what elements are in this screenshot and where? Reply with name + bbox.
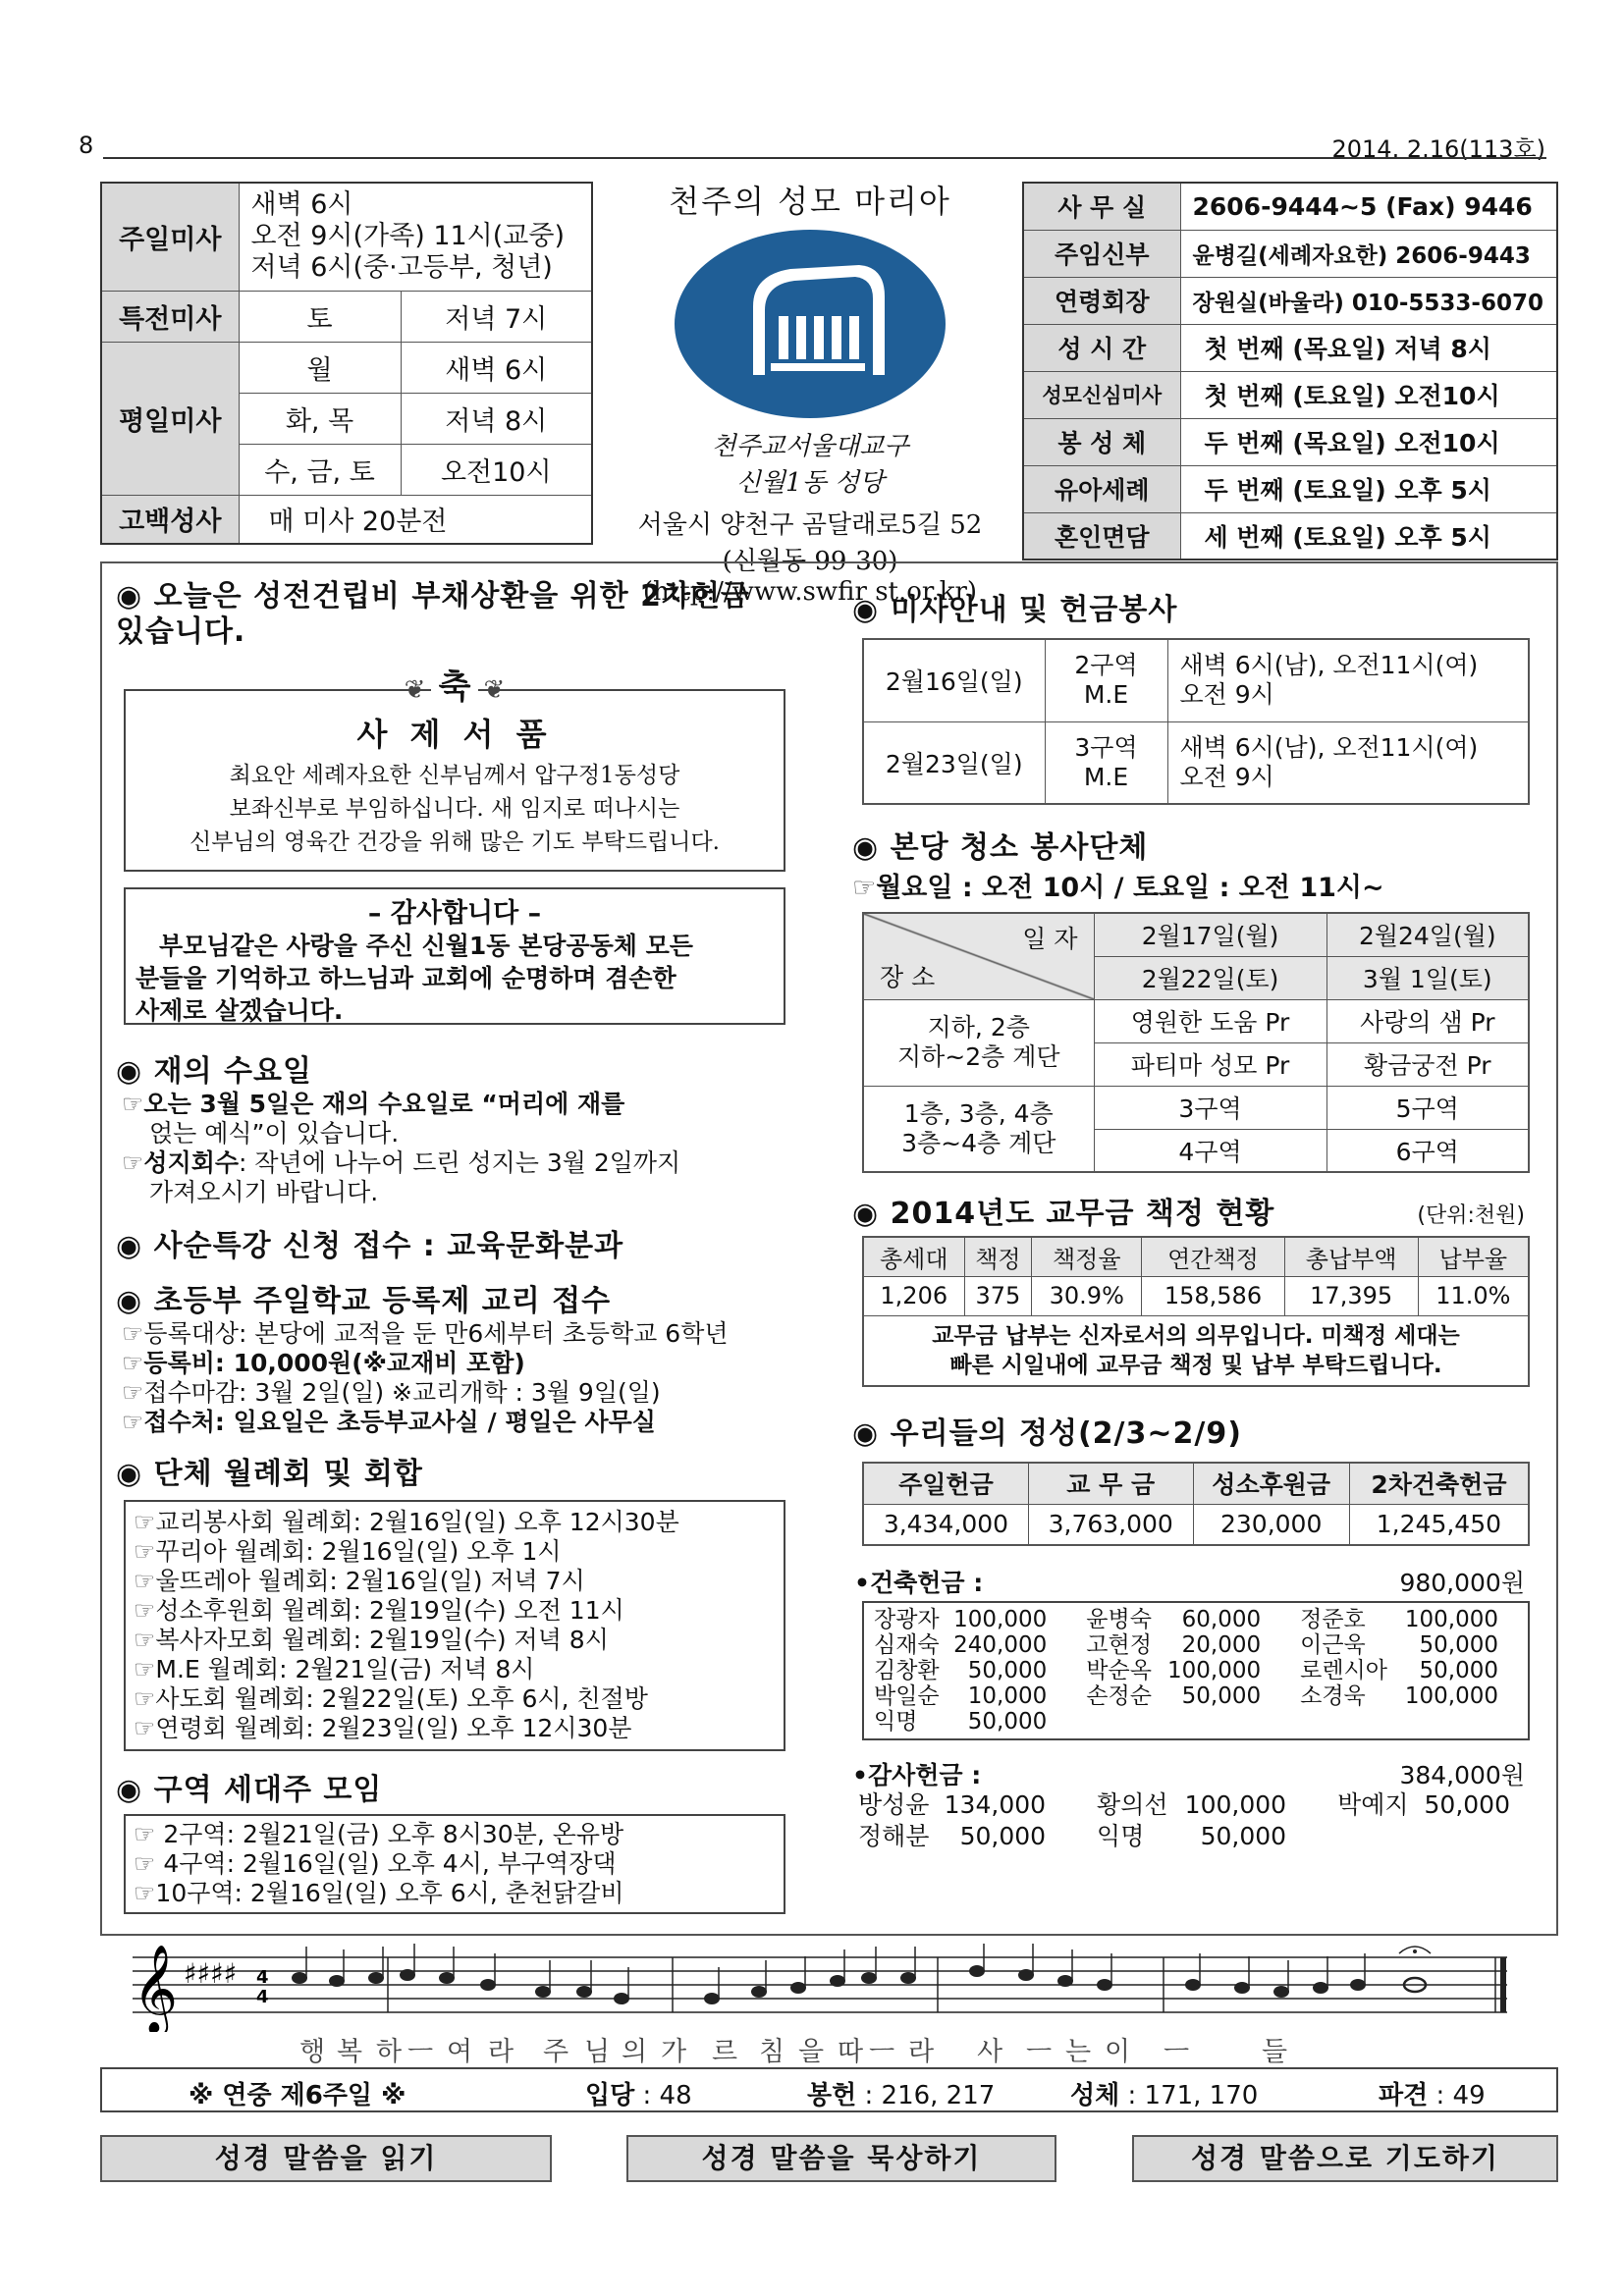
- tithe-value: 158,586: [1142, 1276, 1284, 1315]
- special-mass-time: 저녁 7시: [401, 291, 592, 342]
- lyric-syllable: ㅡ: [1164, 2037, 1190, 2067]
- tithe-status-table: [862, 1236, 1530, 1387]
- weekday-time: 저녁 8시: [401, 393, 592, 444]
- service-date: 2월16일(일): [863, 639, 1045, 721]
- donor-name: 박일순: [874, 1683, 940, 1709]
- district-item: ☞ 2구역: 2월21일(금) 오후 8시30분, 온유방: [134, 1820, 776, 1849]
- cleaning-group: 황금궁전 Pr: [1326, 1042, 1529, 1086]
- office-label: 사 무 실: [1023, 183, 1180, 230]
- note-head: [830, 1975, 845, 1987]
- note-head: [535, 1986, 551, 1998]
- offering-head: 주일헌금: [863, 1463, 1028, 1504]
- office-value: 장원실(바울라) 010-5533-6070: [1180, 277, 1557, 324]
- ordination-notice-box: [124, 667, 785, 872]
- cleaning-group: 3구역: [1094, 1086, 1326, 1129]
- donor-row: [874, 1683, 1518, 1709]
- offering-value: 3,434,000: [863, 1504, 1028, 1545]
- tithe-note: 교무금 납부는 신자로서의 의무입니다. 미책정 세대는 빠른 시일내에 교무금 책정 및 납부 부탁드립니다.: [863, 1315, 1529, 1386]
- offering-table: [862, 1462, 1530, 1546]
- building-fund-list: [874, 1607, 1518, 1735]
- meeting-item: ☞ 연령회 월례회: 2월23일(일) 오후 12시30분: [134, 1714, 776, 1743]
- donor-amount: 20,000: [1181, 1632, 1262, 1658]
- lyric-syllable: 르: [712, 2037, 738, 2067]
- note-head: [439, 1972, 455, 1984]
- lyric-syllable: 의: [622, 2037, 648, 2067]
- note-head: [1057, 1975, 1073, 1987]
- cleaning-service-heading: ◉ 본당 청소 봉사단체: [852, 823, 1544, 866]
- note-head: [1185, 1979, 1201, 1991]
- tithe-head: 총세대: [863, 1237, 964, 1276]
- thanks-message-box: [124, 887, 785, 1025]
- liturgical-week: ※ 연중 제6주일 ※: [189, 2081, 406, 2110]
- group-meetings-heading: ◉ 단체 월례회 및 회합: [116, 1449, 793, 1492]
- sunday-school-details: ☞ 등록대상: 본당에 교적을 둔 만6세부터 초등학교 6학년 ☞ 등록비: 10,000원(※교재비 포함) ☞ 접수마감: 3월 2일(일) ※교리개학 : 3월 9일(일) ☞ 접수처: 일요일은 초등부교사실 / 평일은 사무실: [116, 1319, 793, 1437]
- cleaning-place: 지하, 2층 지하~2층 계단: [863, 999, 1094, 1086]
- district-item: ☞ 10구역: 2월16일(일) 오후 6시, 춘천닭갈비: [134, 1879, 776, 1908]
- donor-row: [874, 1607, 1518, 1632]
- donor-amount: 100,000: [1404, 1607, 1498, 1632]
- recessional-hymn: 파견 : 49: [1379, 2081, 1486, 2110]
- lyric-syllable: 따: [838, 2037, 864, 2067]
- donor-amount: 50,000: [1419, 1632, 1498, 1658]
- donor-name: 박예지: [1337, 1790, 1409, 1819]
- mass-service-table: [862, 638, 1530, 805]
- note-head: [480, 1979, 496, 1991]
- donor-name: 황의선: [1097, 1790, 1168, 1819]
- tithe-value: 30.9%: [1032, 1276, 1142, 1315]
- donor-amount: 60,000: [1181, 1607, 1262, 1632]
- note-head: [1018, 1969, 1034, 1981]
- page-number: 8: [79, 132, 94, 159]
- donor-name: 윤병숙: [1086, 1607, 1152, 1632]
- service-date: 2월23일(일): [863, 721, 1045, 804]
- donor-row: [858, 1821, 1536, 1852]
- weekday-day: 수, 금, 토: [239, 444, 401, 495]
- music-staff-icon: [123, 1944, 1517, 2032]
- weekday-day: 월: [239, 342, 401, 393]
- donor-name: 김창환: [874, 1658, 940, 1683]
- meeting-item: ☞ M.E 월례회: 2월21일(금) 저녁 8시: [134, 1655, 776, 1684]
- communion-hymn: 성체 : 171, 170: [1070, 2081, 1259, 2110]
- offering-value: 1,245,450: [1349, 1504, 1529, 1545]
- service-times: 새벽 6시(남), 오전11시(여) 오전 9시: [1167, 721, 1529, 804]
- bible-pray-button[interactable]: 성경 말씀으로 기도하기: [1132, 2135, 1558, 2182]
- donor-amount: 100,000: [1184, 1790, 1287, 1819]
- donor-amount: 50,000: [1419, 1658, 1498, 1683]
- hymn-score: [123, 1944, 1517, 2067]
- tithe-value: 11.0%: [1418, 1276, 1529, 1315]
- note-head: [1234, 1982, 1250, 1994]
- cleaning-group: 사랑의 샘 Pr: [1326, 999, 1529, 1042]
- thanks-title: – 감사합니다 –: [367, 898, 542, 929]
- donor-name: 소경욱: [1300, 1683, 1366, 1709]
- special-mass-day: 토: [239, 291, 401, 342]
- donor-name: 장광자: [874, 1607, 940, 1632]
- meeting-item: ☞ 꾸리아 월례회: 2월16일(일) 오후 1시: [134, 1537, 776, 1567]
- weekday-mass-label: 평일미사: [101, 342, 239, 495]
- thanks-offering-list: [858, 1789, 1536, 1852]
- note-head: [790, 1982, 806, 1994]
- thanks-offering-total: 384,000원: [1399, 1761, 1525, 1789]
- donor-row: [874, 1632, 1518, 1658]
- donor-name: [1280, 1709, 1396, 1735]
- lyric-syllable: 라: [488, 2037, 514, 2067]
- lyric-syllable: ㅡ: [869, 2037, 895, 2067]
- left-column: [116, 579, 793, 1914]
- donor-name: 박순옥: [1086, 1658, 1152, 1683]
- note-head: [861, 1972, 877, 1984]
- lyric-syllable: 사: [977, 2037, 1003, 2067]
- donor-name: 정준호: [1300, 1607, 1366, 1632]
- parish-address: 서울시 양천구 곰달래로5길 52: [637, 510, 983, 540]
- table-corner-header: 일 자 장 소: [863, 913, 1094, 999]
- donor-name: 손정순: [1086, 1683, 1152, 1709]
- office-value: 두 번째 (목요일) 오전10시: [1180, 418, 1557, 465]
- lyric-syllable: 이: [1105, 2037, 1131, 2067]
- lent-lecture-heading: ◉ 사순특강 신청 접수 : 교육문화분과: [116, 1221, 793, 1264]
- note-head: [576, 1986, 592, 1998]
- laurel-left-icon: ❦: [404, 675, 426, 705]
- office-value: 첫 번째 (목요일) 저녁 8시: [1180, 324, 1557, 371]
- office-label: 혼인면담: [1023, 512, 1180, 560]
- cleaning-date: 2월24일(월): [1326, 913, 1529, 956]
- donor-name: [1066, 1709, 1159, 1735]
- donor-name: 정해분: [858, 1822, 930, 1850]
- weekday-time: 새벽 6시: [401, 342, 592, 393]
- donor-name: 익명: [874, 1709, 918, 1735]
- special-mass-label: 특전미사: [101, 291, 239, 342]
- building-fund-total: 980,000원: [1399, 1569, 1525, 1597]
- donor-name: 익명: [1097, 1822, 1145, 1850]
- building-fund-label: •건축헌금 :: [854, 1569, 984, 1597]
- note-head: [751, 1986, 767, 1998]
- entrance-hymn: 입당 : 48: [585, 2081, 692, 2110]
- office-label: 연령회장: [1023, 277, 1180, 324]
- note-head: [1273, 1986, 1289, 1998]
- donor-name: 방성윤: [858, 1790, 930, 1819]
- donor-amount: 50,000: [1424, 1790, 1510, 1819]
- lyric-syllable: 가: [661, 2037, 687, 2067]
- note-head: [704, 1993, 720, 2004]
- donor-amount: 50,000: [967, 1658, 1048, 1683]
- thanks-text: 부모님같은 사랑을 주신 신월1동 본당공동체 모든 분들을 기억하고 하느님과 교회에 순명하며 겸손한 사제로 살겠습니다.: [135, 932, 693, 1025]
- cleaning-date: 2월17일(월): [1094, 913, 1326, 956]
- lyric-syllable: 라: [908, 2037, 935, 2067]
- donor-amount: [1396, 1709, 1518, 1735]
- service-times: 새벽 6시(남), 오전11시(여) 오전 9시: [1167, 639, 1529, 721]
- group-meetings-box: [124, 1500, 785, 1751]
- meeting-item: ☞ 교리봉사회 월례회: 2월16일(일) 오후 12시30분: [134, 1508, 776, 1537]
- bible-meditate-button[interactable]: 성경 말씀을 묵상하기: [626, 2135, 1056, 2182]
- parish-logo-icon: [663, 228, 957, 420]
- donor-amount: 134,000: [944, 1790, 1047, 1819]
- office-value: 2606-9444~5 (Fax) 9446: [1180, 183, 1557, 230]
- header-rule: [103, 157, 1546, 159]
- cleaning-place: 1층, 3층, 4층 3층~4층 계단: [863, 1086, 1094, 1172]
- donor-name: 심재숙: [874, 1632, 940, 1658]
- donor-row: [858, 1789, 1536, 1821]
- parish-patron-title: 천주의 성모 마리아: [669, 183, 951, 220]
- ash-wednesday-heading: ◉ 재의 수요일: [116, 1046, 793, 1090]
- thanks-offering-label: •감사헌금 :: [852, 1761, 982, 1789]
- cleaning-date: 3월 1일(토): [1326, 956, 1529, 999]
- meeting-item: ☞ 복사자모회 월례회: 2월19일(수) 저녁 8시: [134, 1626, 776, 1655]
- lyric-syllable: 는: [1065, 2037, 1092, 2067]
- sunday-school-heading: ◉ 초등부 주일학교 등록제 교리 접수: [116, 1276, 793, 1319]
- ash-wednesday-text: ☞ 오는 3월 5일은 재의 수요일로 “머리에 재를 얹는 예식”이 있습니다. ☞ 성지회수: 작년에 나누어 드린 성지는 3월 2일까지 가져오시기 바랍니다.: [116, 1090, 793, 1207]
- donor-amount: 50,000: [1200, 1822, 1287, 1850]
- offering-head: 성소후원금: [1193, 1463, 1349, 1504]
- note-head: [614, 1993, 629, 2004]
- office-label: 성모신심미사: [1023, 371, 1180, 418]
- lyric-syllable: 님: [584, 2037, 611, 2067]
- sunday-mass-times: 새벽 6시 오전 9시(가족) 11시(교중) 저녁 6시(중·고등부, 청년): [239, 183, 592, 291]
- lyric-syllable: ㅡ: [407, 2037, 434, 2067]
- donor-amount: 100,000: [1404, 1683, 1498, 1709]
- donor-amount: 100,000: [953, 1607, 1048, 1632]
- svg-text:𝄞: 𝄞: [133, 1945, 179, 2032]
- note-head: [1350, 1979, 1366, 1991]
- cleaning-group: 4구역: [1094, 1129, 1326, 1172]
- svg-text:4: 4: [256, 1987, 269, 2007]
- parish-name: 신월1동 성당: [735, 468, 885, 498]
- tithe-unit: (단위:천원): [1417, 1203, 1525, 1228]
- offering-head: 교 무 금: [1028, 1463, 1193, 1504]
- tithe-value: 1,206: [863, 1276, 964, 1315]
- note-head: [329, 1975, 345, 1987]
- svg-text:♯♯♯♯: ♯♯♯♯: [184, 1957, 238, 1990]
- donor-name: 고현정: [1086, 1632, 1152, 1658]
- office-value: 첫 번째 (토요일) 오전10시: [1180, 371, 1557, 418]
- donor-amount: 50,000: [959, 1822, 1047, 1850]
- office-label: 성 시 간: [1023, 324, 1180, 371]
- diocese-name: 천주교서울대교구: [711, 432, 909, 461]
- parish-website[interactable]: (http://www.swfir st.or.kr): [642, 577, 978, 607]
- svg-text:4: 4: [256, 1967, 269, 1988]
- liturgy-info-bar: [100, 2067, 1558, 2112]
- logo-block: [609, 177, 1011, 607]
- offertory-hymn: 봉헌 : 216, 217: [807, 2081, 996, 2110]
- meeting-item: ☞ 사도회 월례회: 2월22일(토) 오후 6시, 친절방: [134, 1684, 776, 1714]
- tithe-head: 책정율: [1032, 1237, 1142, 1276]
- donor-amount: 100,000: [1167, 1658, 1262, 1683]
- tithe-value: 375: [964, 1276, 1032, 1315]
- right-column: [852, 585, 1544, 1852]
- cleaning-schedule-subtitle: ☞월요일 : 오전 10시 / 토요일 : 오전 11시~: [852, 873, 1384, 903]
- cleaning-schedule-table: [862, 912, 1530, 1173]
- hymn-lyrics: [123, 2030, 1517, 2067]
- cleaning-group: 영원한 도움 Pr: [1094, 999, 1326, 1042]
- district-item: ☞ 4구역: 2월16일(일) 오후 4시, 부구역장댁: [134, 1849, 776, 1879]
- tithe-head: 총납부액: [1284, 1237, 1418, 1276]
- lyric-syllable: 침: [759, 2037, 785, 2067]
- ordination-text: 최요안 세례자요한 신부님께서 압구정1동성당 보좌신부로 부임하십니다. 새 임지로 떠나시는 신부님의 영육간 건강을 위해 많은 기도 부탁드립니다.: [189, 763, 720, 855]
- note-head: [292, 1972, 307, 1984]
- note-head: [1313, 1982, 1328, 1994]
- confession-value: 매 미사 20분전: [239, 495, 592, 544]
- donor-amount: 50,000: [967, 1709, 1048, 1735]
- meeting-item: ☞ 성소후원회 월례회: 2월19일(수) 오전 11시: [134, 1596, 776, 1626]
- offering-head: 2차건축헌금: [1349, 1463, 1529, 1504]
- lyric-syllable: 들: [1262, 2037, 1288, 2067]
- mass-schedule-table: [100, 182, 593, 545]
- donor-amount: [1159, 1709, 1280, 1735]
- weekday-day: 화, 목: [239, 393, 401, 444]
- tithe-status-heading: ◉ 2014년도 교무금 책정 현황: [852, 1197, 1274, 1231]
- lyric-syllable: 을: [798, 2037, 825, 2067]
- sunday-mass-label: 주일미사: [101, 183, 239, 291]
- lyric-syllable: 주: [543, 2037, 569, 2067]
- cleaning-group: 파티마 성모 Pr: [1094, 1042, 1326, 1086]
- office-label: 봉 성 체: [1023, 418, 1180, 465]
- laurel-right-icon: ❦: [483, 675, 506, 705]
- lyric-syllable: 복: [337, 2037, 363, 2067]
- tithe-head: 연간책정: [1142, 1237, 1284, 1276]
- offering-value: 3,763,000: [1028, 1504, 1193, 1545]
- donor-amount: 240,000: [953, 1632, 1048, 1658]
- building-fund-donors: [862, 1601, 1530, 1740]
- service-group: 2구역 M.E: [1045, 639, 1167, 721]
- bible-read-button[interactable]: 성경 말씀을 읽기: [100, 2135, 552, 2182]
- issue-date: 2014. 2.16(113호): [1331, 135, 1545, 163]
- note-head: [368, 1972, 384, 1984]
- lyric-syllable: ㅡ: [1026, 2037, 1053, 2067]
- service-group: 3구역 M.E: [1045, 721, 1167, 804]
- office-info-table: [1022, 182, 1558, 561]
- donor-amount: 10,000: [967, 1683, 1048, 1709]
- donor-name: 로렌시아: [1300, 1658, 1387, 1683]
- congrats-title: 축: [431, 667, 479, 707]
- ordination-heading: 사 제 서 품: [356, 716, 553, 753]
- tithe-head: 책정: [964, 1237, 1032, 1276]
- tithe-value: 17,395: [1284, 1276, 1418, 1315]
- note-head: [1097, 1979, 1112, 1991]
- office-label: 주임신부: [1023, 230, 1180, 277]
- office-label: 유아세례: [1023, 465, 1180, 512]
- cleaning-group: 5구역: [1326, 1086, 1529, 1129]
- cleaning-date: 2월22일(토): [1094, 956, 1326, 999]
- offering-value: 230,000: [1193, 1504, 1349, 1545]
- meeting-item: ☞ 울뜨레아 월례회: 2월16일(일) 저녁 7시: [134, 1567, 776, 1596]
- cleaning-group: 6구역: [1326, 1129, 1529, 1172]
- district-meeting-box: [124, 1814, 785, 1914]
- donor-name: 이근욱: [1300, 1632, 1366, 1658]
- district-meeting-heading: ◉ 구역 세대주 모임: [116, 1765, 793, 1808]
- second-collection-notice: ◉ 오늘은 성전건립비 부채상환을 위한 2차헌금 있습니다.: [116, 579, 793, 650]
- note-head: [400, 1969, 415, 1981]
- parish-address-detail: (신월동 99-30): [722, 547, 898, 576]
- confession-label: 고백성사: [101, 495, 239, 544]
- office-value: 윤병길(세례자요한) 2606-9443: [1180, 230, 1557, 277]
- mass-service-heading: ◉ 미사안내 및 헌금봉사: [852, 585, 1544, 628]
- donor-row: [874, 1658, 1518, 1683]
- lyric-syllable: 행: [299, 2037, 326, 2067]
- donor-amount: 50,000: [1181, 1683, 1262, 1709]
- donor-name: [1312, 1821, 1416, 1852]
- donor-amount: [1416, 1821, 1536, 1852]
- lyric-syllable: 여: [447, 2037, 473, 2067]
- tithe-head: 납부율: [1418, 1237, 1529, 1276]
- office-value: 두 번째 (토요일) 오후 5시: [1180, 465, 1557, 512]
- offering-heading: ◉ 우리들의 정성(2/3~2/9): [852, 1409, 1544, 1452]
- weekday-time: 오전10시: [401, 444, 592, 495]
- donor-row: [874, 1709, 1518, 1735]
- pointer-icon: ☞: [852, 873, 877, 903]
- note-head: [969, 1965, 985, 1977]
- lyric-syllable: 하: [376, 2037, 403, 2067]
- office-value: 세 번째 (토요일) 오후 5시: [1180, 512, 1557, 560]
- note-head: [900, 1972, 916, 1984]
